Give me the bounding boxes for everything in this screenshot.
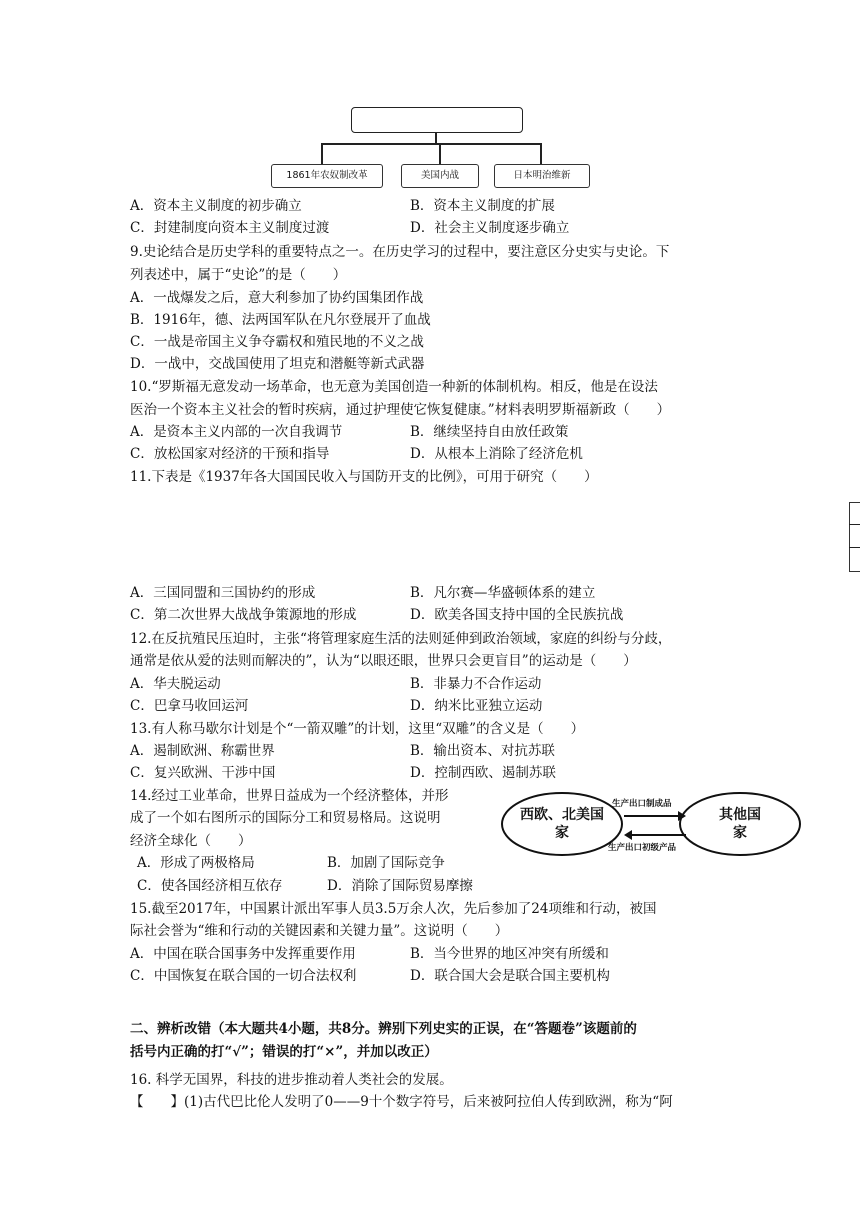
q15-option-d: D．联合国大会是联合国主要机构 [410,968,610,984]
q11-option-a: A．三国同盟和三国协约的形成 [130,585,316,601]
q16-stem: 16. 科学无国界，科技的进步推动着人类社会的发展。 [130,1072,453,1088]
q11-option-d: D．欧美各国支持中国的全民族抗战 [410,607,624,623]
q13-option-c: C．复兴欧洲、干涉中国 [130,765,276,781]
q11-stem: 11.下表是《1937年各大国国民收入与国防开支的比例》，可用于研究（ ） [130,469,598,485]
q15-option-c: C．中国恢复在联合国的一切合法权利 [130,968,357,984]
section2-title-1: 二、辨析改错（本大题共4小题，共8分。辨别下列史实的正误，在“答题卷”该题前的 [130,1021,637,1037]
q10-stem-2: 医治一个资本主义社会的暂时疾病，通过护理使它恢复健康。”材料表明罗斯福新政（ ） [130,402,671,418]
q15-option-a: A．中国在联合国事务中发挥重要作用 [130,946,356,962]
q14-stem-2: 成了一个如右图所示的国际分工和贸易格局。这说明 [130,810,441,826]
trade-diagram-bottom-arrow-label: 生产出口初级产品 [608,843,677,853]
diagram-connector-horizontal [321,143,541,145]
q12-stem-1: 12.在反抗殖民压迫时，主张“将管理家庭生活的法则延伸到政治领域，家庭的纠纷与分歧， [130,631,672,647]
q12-option-d: D．纳米比亚独立运动 [410,698,543,714]
q15-option-b: B．当今世界的地区冲突有所缓和 [410,946,609,962]
q14-stem-1: 14.经过工业革命，世界日益成为一个经济整体，并形 [130,788,449,804]
q14-option-b: B．加剧了国际竞争 [327,855,445,871]
q14-option-c: C．使各国经济相互依存 [137,878,283,894]
q15-stem-1: 15.截至2017年，中国累计派出军事人员3.5万余人次，先后参加了24项维和行动，被国 [130,901,657,917]
q9-stem-2: 列表述中，属于“史论”的是（ ） [130,267,347,283]
q8-option-a: A．资本主义制度的初步确立 [130,198,302,214]
q10-option-a: A．是资本主义内部的一次自我调节 [130,424,343,440]
q11-option-b: B．凡尔赛—华盛顿体系的建立 [410,585,596,601]
export-primary-arrowhead [624,830,632,840]
q12-option-b: B．非暴力不合作运动 [410,676,542,692]
section2-title-2: 括号内正确的打“√”；错误的打“×”，并加以改正） [130,1044,438,1060]
q9-stem-1: 9.史论结合是历史学科的重要特点之一。在历史学习的过程中，要注意区分史实与史论。下 [130,244,670,260]
diagram-box-2: 美国内战 [401,164,479,188]
q9-option-d: D．一战中，交战国使用了坦克和潜艇等新式武器 [130,356,425,372]
margin-marker [849,502,860,572]
q10-option-c: C．放松国家对经济的干预和指导 [130,446,330,462]
q15-stem-2: 际社会誉为“维和行动的关键因素和关键力量”。这说明（ ） [130,923,509,939]
q9-option-a: A．一战爆发之后，意大利参加了协约国集团作战 [130,290,424,306]
q12-option-c: C．巴拿马收回运河 [130,698,249,714]
q14-stem-3: 经济全球化（ ） [130,833,252,849]
q12-option-a: A．华夫脱运动 [130,676,221,692]
q12-stem-2: 通常是依从爱的法则而解决的”，认为“以眼还眼，世界只会更盲目”的运动是（ ） [130,653,637,669]
margin-marker-divider-1 [849,524,860,525]
trade-diagram-right-label: 其他国家 [719,807,761,841]
q8-option-c: C．封建制度向资本主义制度过渡 [130,220,330,236]
q13-option-d: D．控制西欧、遏制苏联 [410,765,556,781]
diagram-connector-mid [439,143,441,164]
q16-item-1: 【 】(1)古代巴比伦人发明了0——9十个数字符号，后来被阿拉伯人传到欧洲，称为“阿 [130,1094,673,1110]
trade-diagram-left-label: 西欧、北美国家 [520,807,604,841]
q14-option-d: D．消除了国际贸易摩擦 [327,878,473,894]
q10-option-b: B．继续坚持自由放任政策 [410,424,569,440]
diagram-box-1: 1861年农奴制改革 [271,164,383,188]
q13-stem: 13.有人称马歇尔计划是个“一箭双雕”的计划，这里“双雕”的含义是（ ） [130,721,585,737]
trade-diagram-top-arrow-label: 生产出口制成品 [612,799,672,809]
q10-option-d: D．从根本上消除了经济危机 [410,446,583,462]
q13-option-a: A．遏制欧洲、称霸世界 [130,743,275,759]
q14-option-a: A．形成了两极格局 [137,855,255,871]
q13-option-b: B．输出资本、对抗苏联 [410,743,555,759]
diagram-connector-right [540,143,542,164]
q11-option-c: C．第二次世界大战战争策源地的形成 [130,607,357,623]
diagram-top-box [351,107,523,133]
q9-option-b: B．1916年，德、法两国军队在凡尔登展开了血战 [130,312,431,328]
q9-option-c: C．一战是帝国主义争夺霸权和殖民地的不义之战 [130,334,424,350]
q8-option-d: D．社会主义制度逐步确立 [410,220,570,236]
margin-marker-divider-2 [849,547,860,548]
diagram-box-3: 日本明治维新 [494,164,590,188]
diagram-connector-left [321,143,323,164]
q8-option-b: B．资本主义制度的扩展 [410,198,555,214]
q10-stem-1: 10.“罗斯福无意发动一场革命，也无意为美国创造一种新的体制机构。相反，他是在设法 [130,379,658,395]
